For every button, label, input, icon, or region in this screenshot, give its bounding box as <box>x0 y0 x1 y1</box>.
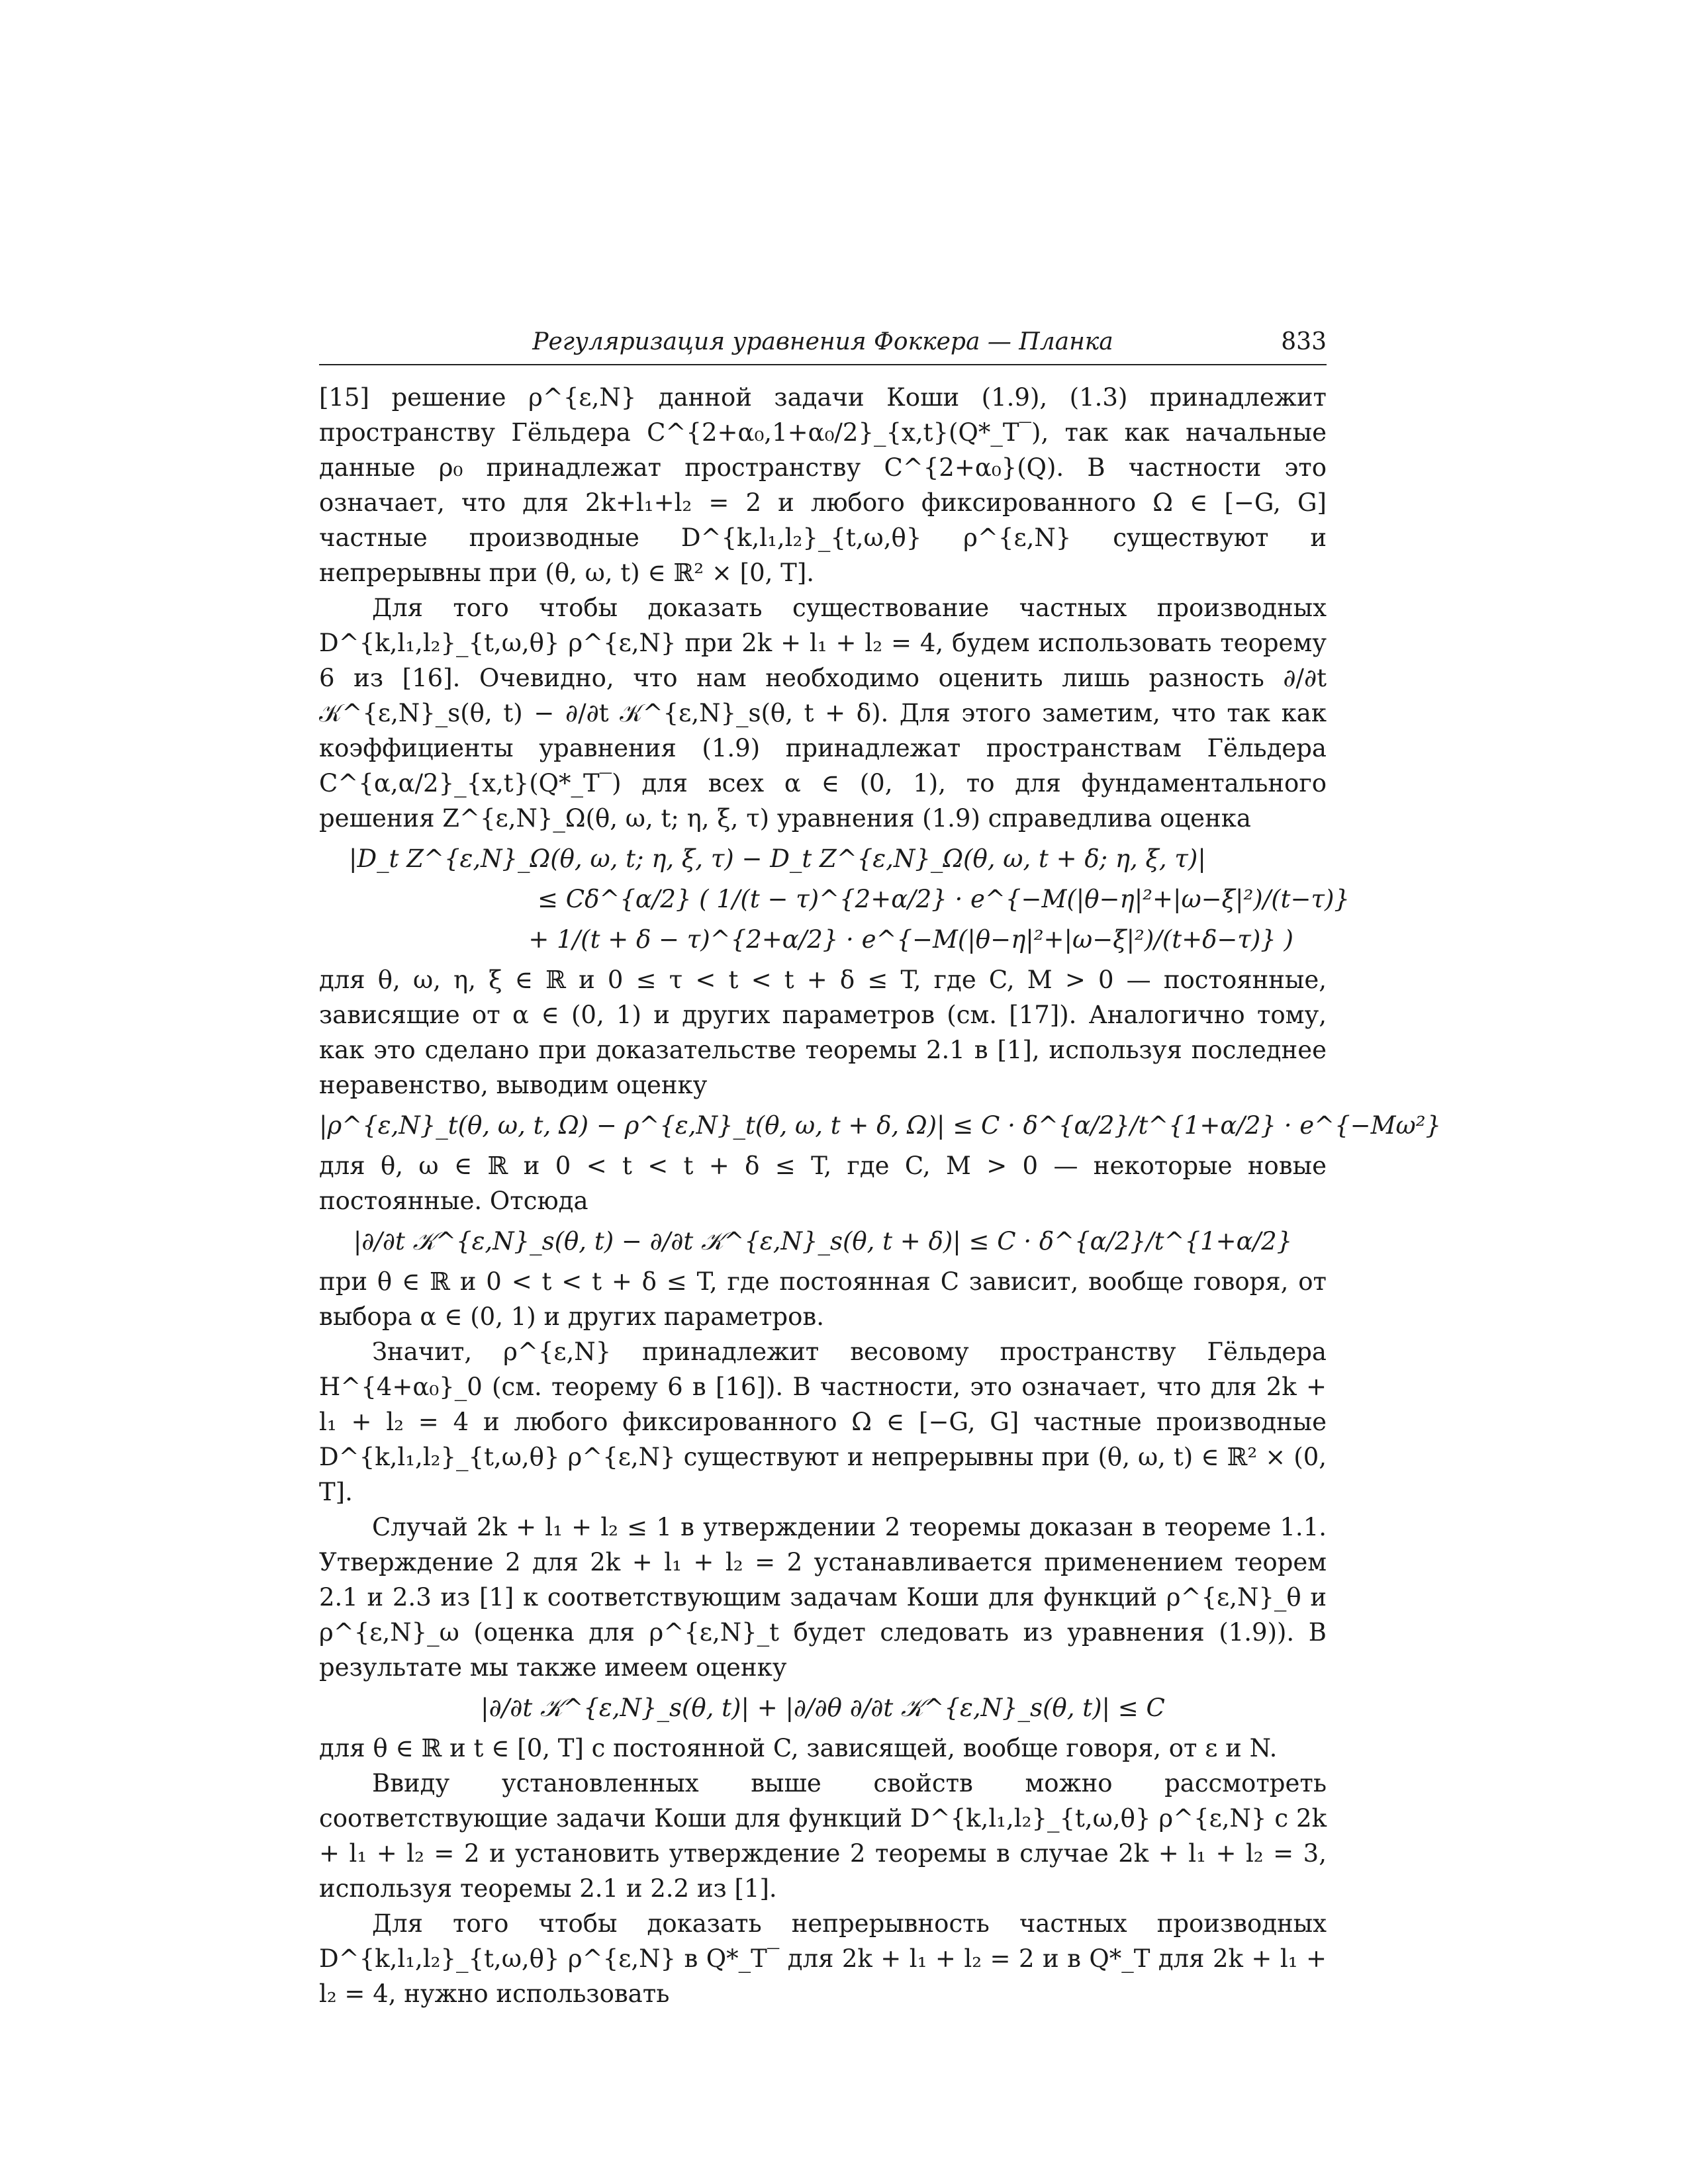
running-title: Регуляризация уравнения Фоккера — Планка <box>532 328 1113 355</box>
page <box>319 324 1442 2011</box>
paragraph: Для того чтобы доказать непрерывность частных производных D^{k,l₁,l₂}_{t,ω,θ} ρ^{ε,N} в Q*_T‾ для 2k + l₁ + l₂ = 2 и в Q*_T для 2k + l₁ + l₂ = 4, нужно использовать <box>319 1909 1327 2008</box>
paragraph: Для того чтобы доказать существование частных производных D^{k,l₁,l₂}_{t,ω,θ} ρ^{ε,N} при 2k + l₁ + l₂ = 4, будем использовать теорему 6 из [16]. Очевидно, что нам необходимо оценить лишь разность ∂/∂t 𝒦^{ε,N}_s(θ, t) − ∂/∂t 𝒦^{ε,N}_s(θ, t + δ). Для этого заметим, что так как коэффициенты уравнения (1.9) принадлежат пространствам Гёльдера C^{α,α/2}_{x,t}(Q*_T‾) для всех α ∈ (0, 1), то для фундаментального решения Z^{ε,N}_Ω(θ, ω, t; η, ξ, τ) уравнения (1.9) справедлива оценка <box>319 594 1327 833</box>
paragraph: при θ ∈ ℝ и 0 < t < t + δ ≤ T, где постоянная C зависит, вообще говоря, от выбора α ∈ (0, 1) и других параметров. <box>319 1267 1327 1331</box>
equation-line: |D_t Z^{ε,N}_Ω(θ, ω, t; η, ξ, τ) − D_t Z^{ε,N}_Ω(θ, ω, t + δ; η, ξ, τ)| <box>349 844 1206 873</box>
paragraph: [15] решение ρ^{ε,N} данной задачи Коши (1.9), (1.3) принадлежит пространству Гёльдера C^{2+α₀,1+α₀/2}_{x,t}(Q*_T‾), так как начальные данные ρ₀ принадлежат пространству C^{2+α₀}(Q). В частности это означает, что для 2k+l₁+l₂ = 2 и любого фиксированного Ω ∈ [−G, G] частные производные D^{k,l₁,l₂}_{t,ω,θ} ρ^{ε,N} существуют и непрерывны при (θ, ω, t) ∈ ℝ² × [0, T]. <box>319 383 1327 587</box>
page-number: 833 <box>1281 328 1327 355</box>
equation: |∂/∂t 𝒦^{ε,N}_s(θ, t) − ∂/∂t 𝒦^{ε,N}_s(θ, t + δ)| ≤ C · δ^{α/2}/t^{1+α/2} <box>353 1227 1293 1255</box>
equation-line: ≤ Cδ^{α/2} ( 1/(t − τ)^{2+α/2} · e^{−M(|θ−η|²+|ω−ξ|²)/(t−τ)} <box>538 885 1350 913</box>
paragraph: Ввиду установленных выше свойств можно рассмотреть соответствующие задачи Коши для функций D^{k,l₁,l₂}_{t,ω,θ} ρ^{ε,N} с 2k + l₁ + l₂ = 2 и установить утверждение 2 теоремы в случае 2k + l₁ + l₂ = 3, используя теоремы 2.1 и 2.2 из [1]. <box>319 1769 1327 1903</box>
paragraph: для θ, ω ∈ ℝ и 0 < t < t + δ ≤ T, где C, M > 0 — некоторые новые постоянные. Отсюда <box>319 1152 1327 1215</box>
equation: |∂/∂t 𝒦^{ε,N}_s(θ, t)| + |∂/∂θ ∂/∂t 𝒦^{ε,N}_s(θ, t)| ≤ C <box>481 1694 1165 1722</box>
equation: |ρ^{ε,N}_t(θ, ω, t, Ω) − ρ^{ε,N}_t(θ, ω, t + δ, Ω)| ≤ C · δ^{α/2}/t^{1+α/2} · e^{−Mω²} <box>319 1111 1442 1140</box>
paragraph: для θ ∈ ℝ и t ∈ [0, T] с постоянной C, зависящей, вообще говоря, от ε и N. <box>319 1734 1278 1762</box>
article-body <box>319 380 1442 2011</box>
paragraph: для θ, ω, η, ξ ∈ ℝ и 0 ≤ τ < t < t + δ ≤ T, где C, M > 0 — постоянные, зависящие от α ∈ (0, 1) и других параметров (см. [17]). Аналогично тому, как это сделано при доказательстве теоремы 2.1 в [1], используя последнее неравенство, выводим оценку <box>319 966 1327 1099</box>
paragraph: Случай 2k + l₁ + l₂ ≤ 1 в утверждении 2 теоремы доказан в теореме 1.1. Утверждение 2 для 2k + l₁ + l₂ = 2 устанавливается применением теорем 2.1 и 2.3 из [1] к соответствующим задачам Коши для функций ρ^{ε,N}_θ и ρ^{ε,N}_ω (оценка для ρ^{ε,N}_t будет следовать из уравнения (1.9)). В результате мы также имеем оценку <box>319 1513 1327 1682</box>
paragraph: Значит, ρ^{ε,N} принадлежит весовому пространству Гёльдера H^{4+α₀}_0 (см. теорему 6 в [16]). В частности, это означает, что для 2k + l₁ + l₂ = 4 и любого фиксированного Ω ∈ [−G, G] частные производные D^{k,l₁,l₂}_{t,ω,θ} ρ^{ε,N} существуют и непрерывны при (θ, ω, t) ∈ ℝ² × (0, T]. <box>319 1338 1327 1506</box>
running-head <box>319 324 1327 365</box>
equation-line: + 1/(t + δ − τ)^{2+α/2} · e^{−M(|θ−η|²+|ω−ξ|²)/(t+δ−τ)} ) <box>528 925 1293 954</box>
